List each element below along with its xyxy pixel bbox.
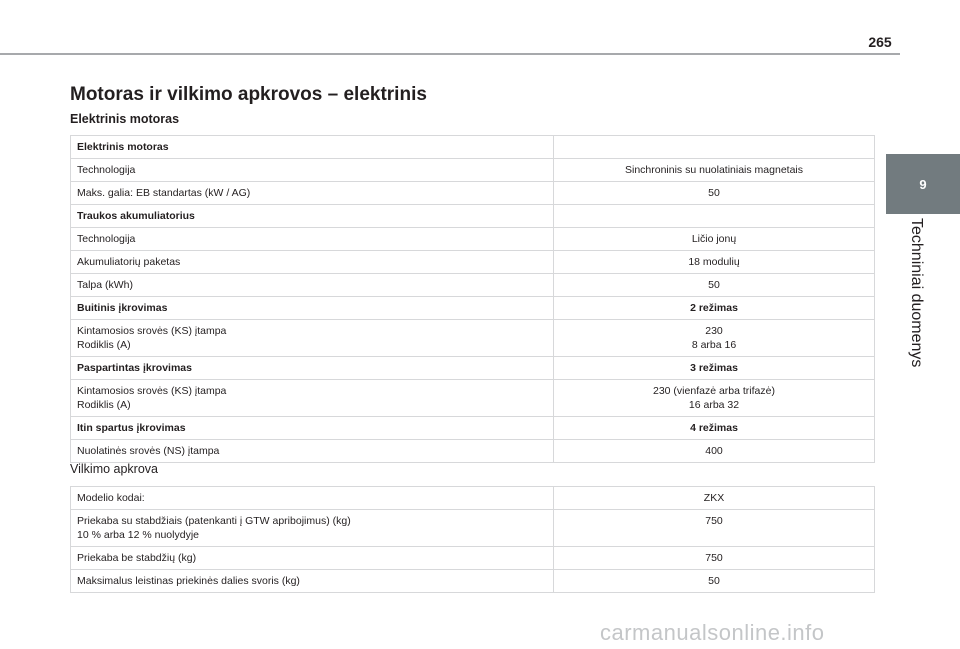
row-value: 230: [705, 325, 723, 337]
row-label-cell: [71, 357, 554, 380]
row-label: Technologija: [77, 164, 136, 176]
row-label-cell: [71, 159, 554, 182]
row-label-cell: [71, 251, 554, 274]
row-label-cell: [71, 320, 554, 357]
row-label: Traukos akumuliatorius: [77, 210, 195, 222]
row-label-cell: [71, 570, 554, 593]
section-heading-towing: Vilkimo apkrova: [70, 462, 159, 476]
table-row: [71, 487, 875, 510]
row-label: Technologija: [77, 233, 136, 245]
row-value-cell: [554, 440, 875, 463]
row-value: Ličio jonų: [691, 233, 737, 245]
row-value-cell: [554, 159, 875, 182]
page-title: Motoras ir vilkimo apkrovos – elektrinis: [70, 84, 427, 105]
row-label-cell: [71, 440, 554, 463]
row-label: Rodiklis (A): [77, 339, 131, 351]
row-label: Priekaba su stabdžiais (patenkanti į GTW apribojimus) (kg): [77, 515, 351, 527]
table-row: [71, 570, 875, 593]
row-label-cell: [71, 205, 554, 228]
row-value-cell: [554, 510, 875, 547]
section-heading-motor: Elektrinis motoras: [70, 112, 180, 126]
row-label: Nuolatinės srovės (NS) įtampa: [77, 445, 220, 457]
row-value: 50: [708, 279, 720, 291]
table-header-row: [71, 297, 875, 320]
table-row: [71, 251, 875, 274]
row-label: Buitinis įkrovimas: [77, 302, 168, 314]
row-value: 2 režimas: [690, 302, 738, 314]
watermark-text: carmanualsonline.info: [600, 620, 825, 645]
row-label: Priekaba be stabdžių (kg): [77, 552, 197, 564]
row-value-cell: [554, 274, 875, 297]
table-row: [71, 159, 875, 182]
towing-load-table: [70, 486, 875, 593]
chapter-number: 9: [919, 176, 927, 192]
row-label: Rodiklis (A): [77, 399, 131, 411]
table-header-row: [71, 136, 875, 159]
row-value: 8 arba 16: [691, 339, 737, 351]
table-header-row: [71, 205, 875, 228]
row-value: 4 režimas: [690, 422, 738, 434]
row-label: Paspartintas įkrovimas: [77, 362, 192, 374]
row-value-cell: [554, 320, 875, 357]
row-label: Akumuliatorių paketas: [77, 256, 181, 268]
row-value: Sinchroninis su nuolatiniais magnetais: [624, 164, 804, 176]
top-rule: [0, 53, 900, 55]
table-row: [71, 320, 875, 357]
row-label-cell: [71, 380, 554, 417]
table-row: [71, 380, 875, 417]
row-value: 750: [705, 515, 723, 527]
row-value: 3 režimas: [690, 362, 738, 374]
row-label: 10 % arba 12 % nuolydyje: [77, 529, 199, 541]
motor-spec-table: [70, 135, 875, 463]
row-value-cell: [554, 570, 875, 593]
row-label: Itin spartus įkrovimas: [77, 422, 186, 434]
row-value: 400: [705, 445, 723, 457]
table-header-row: [71, 417, 875, 440]
row-value-cell: [554, 357, 875, 380]
row-label: Talpa (kWh): [77, 279, 134, 291]
chapter-label-text: Techniniai duomenys: [908, 218, 925, 368]
chapter-tab[interactable]: [886, 154, 960, 214]
table-row: [71, 182, 875, 205]
chapter-label: [886, 218, 946, 378]
row-label-cell: [71, 547, 554, 570]
row-label-cell: [71, 136, 554, 159]
row-label-cell: [71, 487, 554, 510]
row-label: Kintamosios srovės (KS) įtampa: [77, 385, 227, 397]
row-label-cell: [71, 417, 554, 440]
row-value-cell: [554, 297, 875, 320]
page-number: 265: [868, 34, 892, 50]
row-value-cell: [554, 228, 875, 251]
row-value-cell: [554, 487, 875, 510]
row-label: Maks. galia: EB standartas (kW / AG): [77, 187, 251, 199]
row-value-cell: [554, 380, 875, 417]
row-value-cell: [554, 182, 875, 205]
row-value: ZKX: [703, 492, 725, 504]
table-row: [71, 274, 875, 297]
row-value: 50: [708, 575, 720, 587]
row-label: Maksimalus leistinas priekinės dalies svoris (kg): [77, 575, 300, 587]
row-label-cell: [71, 274, 554, 297]
row-value: 750: [705, 552, 723, 564]
row-value-cell: [554, 136, 875, 159]
row-value: 50: [708, 187, 720, 199]
table-row: [71, 228, 875, 251]
row-value-cell: [554, 251, 875, 274]
table-header-row: [71, 357, 875, 380]
row-label-cell: [71, 182, 554, 205]
row-value: 16 arba 32: [688, 399, 740, 411]
table-row: [71, 440, 875, 463]
row-label-cell: [71, 510, 554, 547]
row-value: 18 modulių: [688, 256, 740, 268]
row-label: Elektrinis motoras: [77, 141, 169, 153]
row-label: Modelio kodai:: [77, 492, 145, 504]
row-label: Kintamosios srovės (KS) įtampa: [77, 325, 227, 337]
row-value: 230 (vienfazė arba trifazė): [653, 385, 775, 397]
table-row: [71, 547, 875, 570]
row-value-cell: [554, 205, 875, 228]
row-label-cell: [71, 228, 554, 251]
table-row: [71, 510, 875, 547]
row-label-cell: [71, 297, 554, 320]
row-value-cell: [554, 417, 875, 440]
row-value-cell: [554, 547, 875, 570]
